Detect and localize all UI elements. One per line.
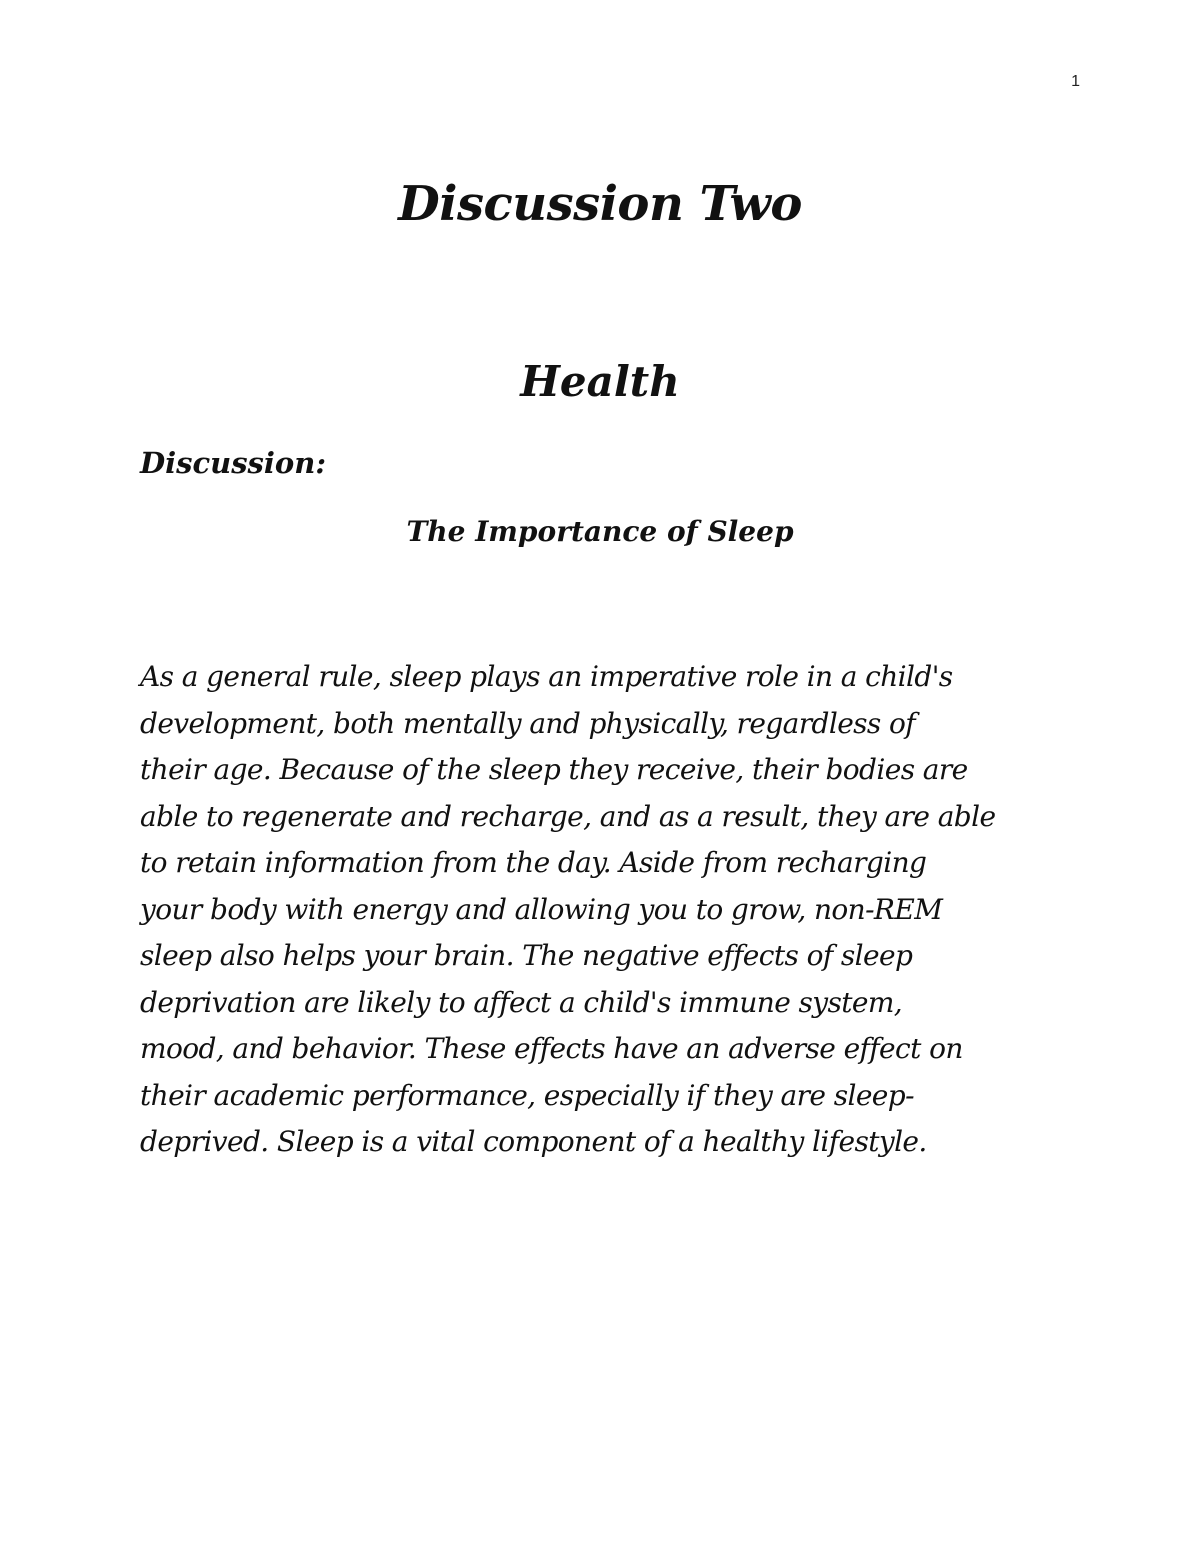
paragraph-line: your body with energy and allowing you to grow, non-REM bbox=[140, 892, 943, 926]
paragraph-line: their age. Because of the sleep they receive, their bodies are bbox=[140, 753, 968, 786]
page-number: 1 bbox=[1071, 73, 1080, 90]
paragraph-line: As a general rule, sleep plays an imperative role in a child's bbox=[140, 660, 953, 693]
topic-heading: The Importance of Sleep bbox=[406, 515, 794, 548]
paragraph-line: deprivation are likely to affect a child's immune system, bbox=[140, 985, 903, 1019]
paragraph-line: able to regenerate and recharge, and as a result, they are able bbox=[140, 799, 996, 833]
section-label: Discussion: bbox=[140, 446, 327, 480]
paragraph-line: to retain information from the day. Aside from recharging bbox=[140, 846, 927, 879]
paragraph-line: sleep also helps your brain. The negative effects of sleep bbox=[140, 939, 913, 972]
body-paragraph bbox=[140, 654, 1070, 1166]
paragraph-line: deprived. Sleep is a vital component of a healthy lifestyle. bbox=[140, 1125, 927, 1158]
paragraph-line: their academic performance, especially if they are sleep- bbox=[140, 1078, 914, 1112]
paragraph-line: development, both mentally and physically, regardless of bbox=[140, 706, 916, 740]
subject-heading: Health bbox=[520, 357, 680, 406]
document-title: Discussion Two bbox=[398, 176, 802, 232]
paragraph-line: mood, and behavior. These effects have an adverse effect on bbox=[140, 1032, 963, 1065]
